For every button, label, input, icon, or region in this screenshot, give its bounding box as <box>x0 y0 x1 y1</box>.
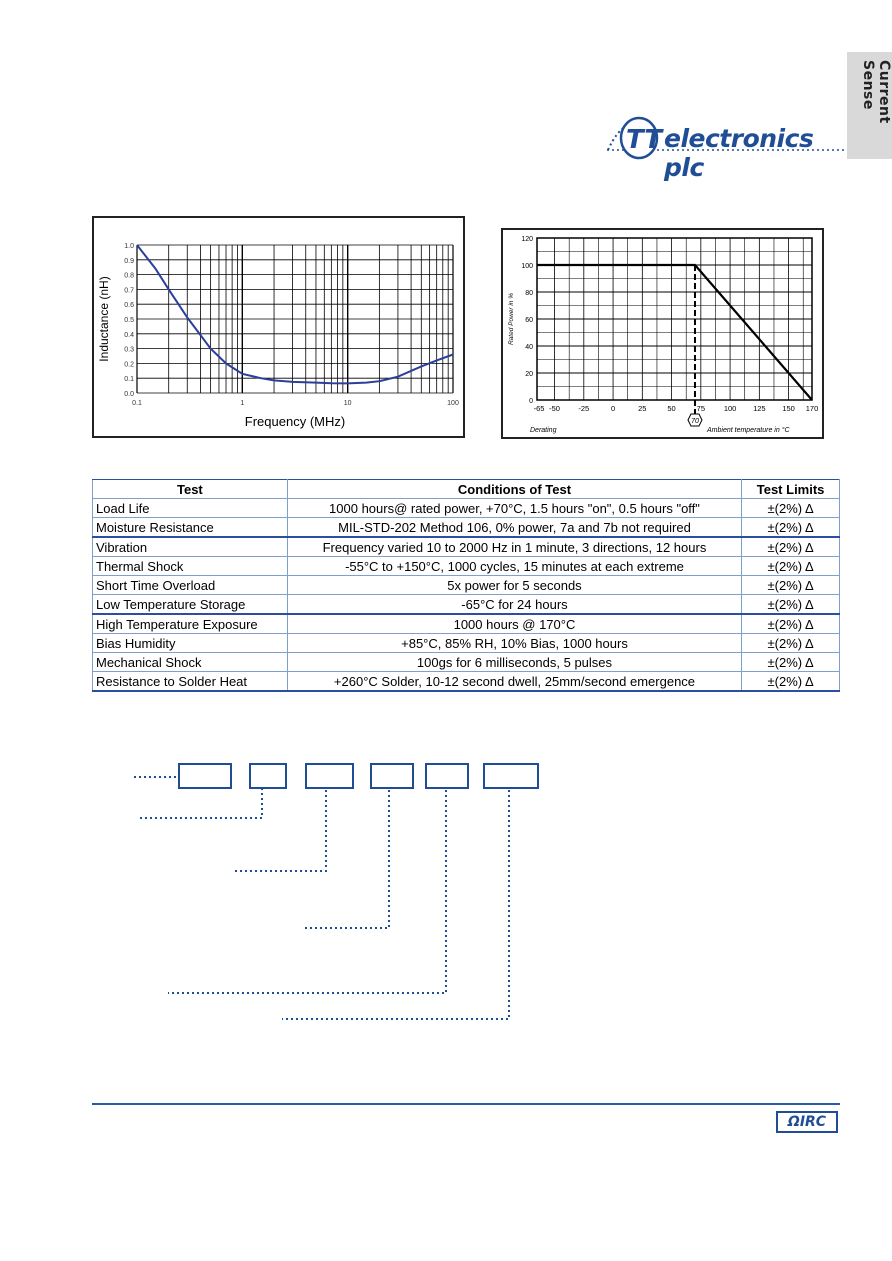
header-test: Test <box>93 480 288 499</box>
knee-marker-label: 70 <box>691 418 699 425</box>
x-tick-label: 10 <box>343 400 352 407</box>
leader-line-2 <box>137 788 262 818</box>
test-name-cell: High Temperature Exposure <box>93 614 288 634</box>
test-conditions-cell: -65°C for 24 hours <box>287 595 741 615</box>
test-name-cell: Short Time Overload <box>93 576 288 595</box>
x-axis-label: Frequency (MHz) <box>244 414 346 429</box>
x-tick-label: 100 <box>723 404 737 413</box>
test-limits-cell: ±(2%) Δ <box>742 614 840 634</box>
table-row <box>93 518 840 538</box>
footer-rule <box>92 1103 840 1105</box>
y-tick-label: 40 <box>525 344 533 351</box>
table-row <box>93 653 840 672</box>
y-tick-label: 80 <box>525 290 533 297</box>
part-code-box-3 <box>305 763 354 789</box>
y-tick-label: 100 <box>521 263 533 270</box>
x-tick-label: 0.1 <box>132 400 142 407</box>
test-conditions-cell: MIL-STD-202 Method 106, 0% power, 7a and 7b not required <box>287 518 741 538</box>
logo-text: electronics plc <box>664 124 814 182</box>
test-conditions-cell: 1000 hours @ 170°C <box>287 614 741 634</box>
x-tick-label: 100 <box>447 400 459 407</box>
y-tick-label: 120 <box>521 236 533 243</box>
test-conditions-cell: 1000 hours@ rated power, +70°C, 1.5 hours "on", 0.5 hours "off" <box>287 499 741 518</box>
y-tick-label: 0.3 <box>124 346 134 354</box>
test-limits-cell: ±(2%) Δ <box>742 595 840 615</box>
test-name-cell: Thermal Shock <box>93 557 288 576</box>
irc-logo <box>776 1111 838 1133</box>
y-tick-label: 0.9 <box>124 257 134 265</box>
leader-line-4 <box>305 790 389 928</box>
y-tick-label: 0 <box>529 398 533 405</box>
table-row <box>93 595 840 615</box>
y-tick-label: 0.4 <box>124 331 134 339</box>
table-row <box>93 499 840 518</box>
part-code-box-5 <box>425 763 469 789</box>
test-name-cell: Low Temperature Storage <box>93 595 288 615</box>
test-conditions-cell: +85°C, 85% RH, 10% Bias, 1000 hours <box>287 634 741 653</box>
y-tick-label: 0.7 <box>124 287 134 295</box>
table-row <box>93 537 840 557</box>
x-tick-label: 25 <box>638 404 647 413</box>
test-limits-cell: ±(2%) Δ <box>742 537 840 557</box>
x-tick-label: 75 <box>696 404 706 413</box>
y-tick-label: 0.1 <box>124 376 134 384</box>
test-limits-cell: ±(2%) Δ <box>742 518 840 538</box>
test-conditions-cell: Frequency varied 10 to 2000 Hz in 1 minute, 3 directions, 12 hours <box>287 537 741 557</box>
inductance-curve <box>137 245 453 383</box>
y-tick-label: 0.2 <box>124 361 134 369</box>
table-row <box>93 557 840 576</box>
table-header-row <box>93 480 840 499</box>
side-tab-label: Current Sense <box>860 60 892 124</box>
x-tick-label: 0 <box>610 404 616 413</box>
test-name-cell: Mechanical Shock <box>93 653 288 672</box>
x-axis-label: Ambient temperature in °C <box>707 427 790 434</box>
test-limits-cell: ±(2%) Δ <box>742 576 840 595</box>
test-limits-cell: ±(2%) Δ <box>742 557 840 576</box>
y-tick-label: 1.0 <box>124 243 134 250</box>
part-code-box-2 <box>249 763 287 789</box>
test-limits-cell: ±(2%) Δ <box>742 653 840 672</box>
part-code-box-1 <box>178 763 232 789</box>
leader-line-6 <box>282 790 509 1019</box>
test-name-cell: Bias Humidity <box>93 634 288 653</box>
test-limits-cell: ±(2%) Δ <box>742 634 840 653</box>
test-limits-cell: ±(2%) Δ <box>742 672 840 692</box>
y-tick-label: 0.5 <box>124 317 134 324</box>
table-row <box>93 614 840 634</box>
x-tick-label: -25 <box>578 404 590 413</box>
header-conditions: Conditions of Test <box>287 480 741 499</box>
table-row <box>93 672 840 692</box>
y-axis-label: Rated Power in % <box>508 292 515 346</box>
test-conditions-cell: 5x power for 5 seconds <box>287 576 741 595</box>
derating-chart <box>501 228 824 439</box>
x-tick-label: 1 <box>240 400 245 407</box>
x-tick-label: -50 <box>549 404 560 413</box>
company-logo <box>605 116 845 182</box>
x-tick-label: 150 <box>782 404 795 413</box>
x-tick-label: 170 <box>805 404 819 413</box>
test-limits-cell: ±(2%) Δ <box>742 499 840 518</box>
leader-line-3 <box>232 790 326 871</box>
x-tick-label: -65 <box>533 404 545 413</box>
svg-text:TT: TT <box>626 125 663 155</box>
environmental-test-table <box>92 479 840 692</box>
y-axis-label: Inductance (nH) <box>97 276 111 362</box>
test-conditions-cell: +260°C Solder, 10-12 second dwell, 25mm/second emergence <box>287 672 741 692</box>
test-name-cell: Vibration <box>93 537 288 557</box>
y-tick-label: 0.6 <box>124 302 134 310</box>
leader-line-5 <box>168 790 446 993</box>
y-tick-label: 60 <box>525 317 533 324</box>
omega-icon: Ω <box>787 1114 800 1130</box>
test-name-cell: Load Life <box>93 499 288 518</box>
test-name-cell: Moisture Resistance <box>93 518 288 538</box>
inductance-chart <box>92 216 465 438</box>
test-conditions-cell: 100gs for 6 milliseconds, 5 pulses <box>287 653 741 672</box>
y-tick-label: 0.8 <box>124 272 134 280</box>
derating-caption: Derating <box>530 427 557 434</box>
side-tab <box>847 52 892 159</box>
x-tick-label: 125 <box>753 404 766 413</box>
y-tick-label: 20 <box>525 371 533 378</box>
irc-logo-text: IRC <box>799 1114 827 1130</box>
table-row <box>93 634 840 653</box>
part-code-box-4 <box>370 763 414 789</box>
x-tick-label: 50 <box>667 404 676 413</box>
y-tick-label: 0.0 <box>124 391 134 398</box>
header-limits: Test Limits <box>742 480 840 499</box>
table-row <box>93 576 840 595</box>
derating-chart-svg <box>503 230 822 437</box>
inductance-chart-svg <box>94 218 463 436</box>
test-name-cell: Resistance to Solder Heat <box>93 672 288 692</box>
part-code-box-6 <box>483 763 539 789</box>
test-conditions-cell: -55°C to +150°C, 1000 cycles, 15 minutes at each extreme <box>287 557 741 576</box>
